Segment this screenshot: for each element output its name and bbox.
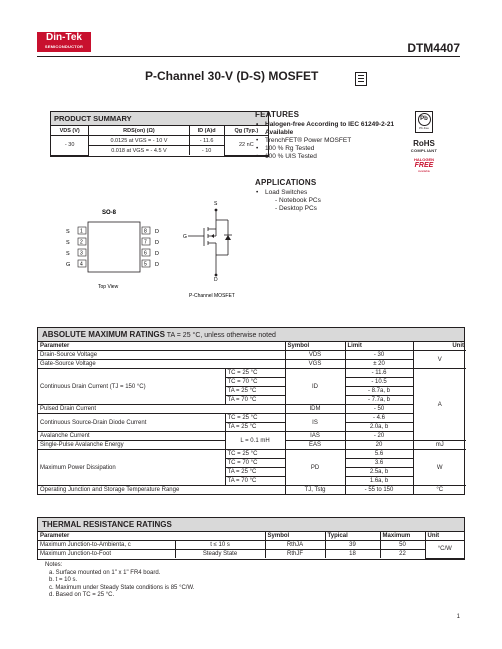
thermal-resistance-table [37,517,465,560]
pin-label: D [155,240,159,246]
cond-id: TA = 25 °C [225,387,285,396]
pin-number: 5 [144,261,147,268]
pin-number: 2 [80,239,83,246]
id-value-2: - 10 [189,146,224,156]
limit-is: 2.0a, b [345,423,413,432]
limit-vds: - 30 [345,351,413,360]
feature-item: • 100 % Rg Tested [255,145,455,153]
note-item: b. t = 10 s. [49,577,78,583]
right-pins [142,227,159,268]
col-maximum: Maximum [380,532,425,541]
sym-eas: EAS [285,441,345,450]
cond-is: TA = 25 °C [225,423,285,432]
halogen-label: HALOGEN [414,157,434,162]
sym-vds: VDS [285,351,345,360]
unit-cw: °C/W [425,541,464,559]
rds-value-2: 0.018 at VGS = - 4.5 V [89,146,189,156]
limit-id: - 7.7a, b [345,396,413,405]
cond-pd: TA = 70 °C [225,477,285,486]
param-rthja: Maximum Junction-to-Ambienta, c [38,541,175,550]
pin-label: D [155,229,159,235]
feature-item: • 100 % UIS Tested [255,153,455,161]
param-rthjf: Maximum Junction-to-Foot [38,550,175,559]
sym-tj: TJ, Tstg [285,486,345,495]
limit-pd: 3.6 [345,459,413,468]
sym-rthjf: RthJF [265,550,325,559]
pin-number: 4 [80,261,83,268]
sym-idm: IDM [285,405,345,414]
channel-arrow-icon [211,234,214,238]
pin-number: 8 [144,228,147,235]
col-symbol: Symbol [285,342,345,351]
note-item: d. Based on TC = 25 °C. [49,592,115,598]
param-eas: Single-Pulse Avalanche Energy [38,441,225,450]
pb-icon: Pb [418,113,431,126]
param-pd: Maximum Power Dissipation [38,450,225,486]
col-id: ID (A)d [189,126,224,136]
param-tj: Operating Junction and Storage Temperature Range [38,486,285,495]
product-summary-heading: PRODUCT SUMMARY [51,112,268,126]
application-item: • Load Switches [255,189,395,197]
unit-c: °C [413,486,466,495]
pin-number: 1 [80,228,83,235]
qg-value: 22 nC [224,136,268,156]
rohs-badge [409,140,439,153]
free-label: FREE [414,162,434,169]
so8-package-diagram [60,205,180,295]
typ-rthja: 39 [325,541,380,550]
left-pins [66,227,86,268]
sym-pd: PD [285,450,345,486]
note-item: a. Surface mounted on 1" x 1" FR4 board. [49,569,161,576]
param-idm: Pulsed Drain Current [38,405,285,414]
vds-value: - 30 [51,136,89,156]
col-rds: RDS(on) (Ω) [89,126,189,136]
limit-idm: - 50 [345,405,413,414]
notes-heading: Notes: [45,562,63,568]
sym-ias: IAS [285,432,345,441]
logo-name: Din-Tek [46,32,82,43]
package-label: SO-8 [102,210,117,216]
cond-l: L = 0.1 mH [225,432,285,450]
cond-id: TA = 70 °C [225,396,285,405]
cond-rthjf: Steady State [175,550,265,559]
unit-v: V [413,351,466,369]
document-icon[interactable] [355,72,367,86]
pin-label: D [155,251,159,257]
halogen-free-badge [410,157,438,173]
pb-free-label: Pb-free [419,126,429,130]
page-number: 1 [456,614,460,620]
param-is: Continuous Source-Drain Diode Current [38,414,225,432]
pin-number: 6 [144,250,147,257]
pin-label: S [66,240,70,246]
max-rthjf: 22 [380,550,425,559]
limit-id: - 10.5 [345,378,413,387]
param-id: Continuous Drain Current (TJ = 150 °C) [38,369,225,405]
cond-id: TC = 25 °C [225,369,285,378]
pb-free-badge [415,111,433,133]
available-label: Available [417,169,431,173]
rds-value-1: 0.0125 at VGS = - 10 V [89,136,189,146]
limit-id: - 11.6 [345,369,413,378]
gate-label: G [183,234,187,240]
limit-pd: 1.6a, b [345,477,413,486]
company-logo [37,32,91,52]
abs-max-heading [38,328,464,342]
cond-pd: TC = 70 °C [225,459,285,468]
notes-block [45,562,194,600]
logo-subtitle: SEMICONDUCTOR [44,44,84,49]
thermal-heading: THERMAL RESISTANCE RATINGS [38,518,464,532]
limit-pd: 5.6 [345,450,413,459]
pin-label: G [66,262,71,268]
note-item: c. Maximum under Steady State conditions is 85 °C/W. [49,584,195,591]
feature-item: • Halogen-free According to IEC 61249-2-21 [255,121,455,129]
applications-list [255,189,395,213]
mosfet-caption: P-Channel MOSFET [189,293,235,299]
application-subitem: - Desktop PCs [275,205,317,212]
unit-w: W [413,450,466,486]
abs-max-condition: TA = 25 °C, unless otherwise noted [164,332,276,339]
col-qg: Qg (Typ.) [224,126,268,136]
param-ias: Avalanche Current [38,432,225,441]
col-unit: Unit [413,342,466,351]
col-parameter: Parameter [38,532,265,541]
unit-mj: mJ [413,441,466,450]
cond-pd: TA = 25 °C [225,468,285,477]
mosfet-lines [188,209,228,276]
cond-rthja: t ≤ 10 s [175,541,265,550]
limit-is: - 4.6 [345,414,413,423]
cond-is: TC = 25 °C [225,414,285,423]
rohs-label: RoHS [413,139,435,148]
typ-rthjf: 18 [325,550,380,559]
limit-eas: 20 [345,441,413,450]
feature-item: Available [265,129,294,136]
col-typical: Typical [325,532,380,541]
p-channel-mosfet-symbol [178,200,258,300]
header-divider [37,56,460,57]
applications-heading: APPLICATIONS [255,178,317,187]
col-limit: Limit [345,342,413,351]
absolute-maximum-ratings-table [37,327,465,495]
features-heading: FEATURES [255,110,300,119]
part-number: DTM4407 [407,41,460,55]
pin-label: S [66,251,70,257]
col-unit: Unit [425,532,464,541]
application-subitem: - Notebook PCs [275,197,321,204]
pin-number: 7 [144,239,147,246]
sym-vgs: VGS [285,360,345,369]
param-vds: Drain-Source Voltage [38,351,285,360]
col-parameter: Parameter [38,342,285,351]
body-diode-icon [225,235,231,240]
page-title: P-Channel 30-V (D-S) MOSFET [145,69,319,83]
package-body [88,222,140,272]
pin-label: S [66,229,70,235]
feature-item: • TrenchFET® Power MOSFET [255,137,455,145]
rohs-compliant: COMPLIANT [410,148,438,153]
product-summary-table [50,111,269,157]
id-value-1: - 11.6 [189,136,224,146]
max-rthja: 50 [380,541,425,550]
cond-id: TC = 70 °C [225,378,285,387]
limit-ias: - 20 [345,432,413,441]
top-view-caption: Top View [98,284,119,290]
unit-a: A [413,369,466,441]
limit-pd: 2.5a, b [345,468,413,477]
limit-tj: - 55 to 150 [345,486,413,495]
pin-label: D [155,262,159,268]
param-vgs: Gate-Source Voltage [38,360,285,369]
cond-pd: TC = 25 °C [225,450,285,459]
source-label: S [214,201,218,207]
sym-is: IS [285,414,345,432]
sym-id: ID [285,369,345,405]
sym-rthja: RthJA [265,541,325,550]
abs-max-title: ABSOLUTE MAXIMUM RATINGS [42,330,165,339]
drain-label: D [214,277,218,283]
limit-vgs: ± 20 [345,360,413,369]
col-vds: VDS (V) [51,126,89,136]
pin-number: 3 [80,250,83,257]
limit-id: - 8.7a, b [345,387,413,396]
col-symbol: Symbol [265,532,325,541]
